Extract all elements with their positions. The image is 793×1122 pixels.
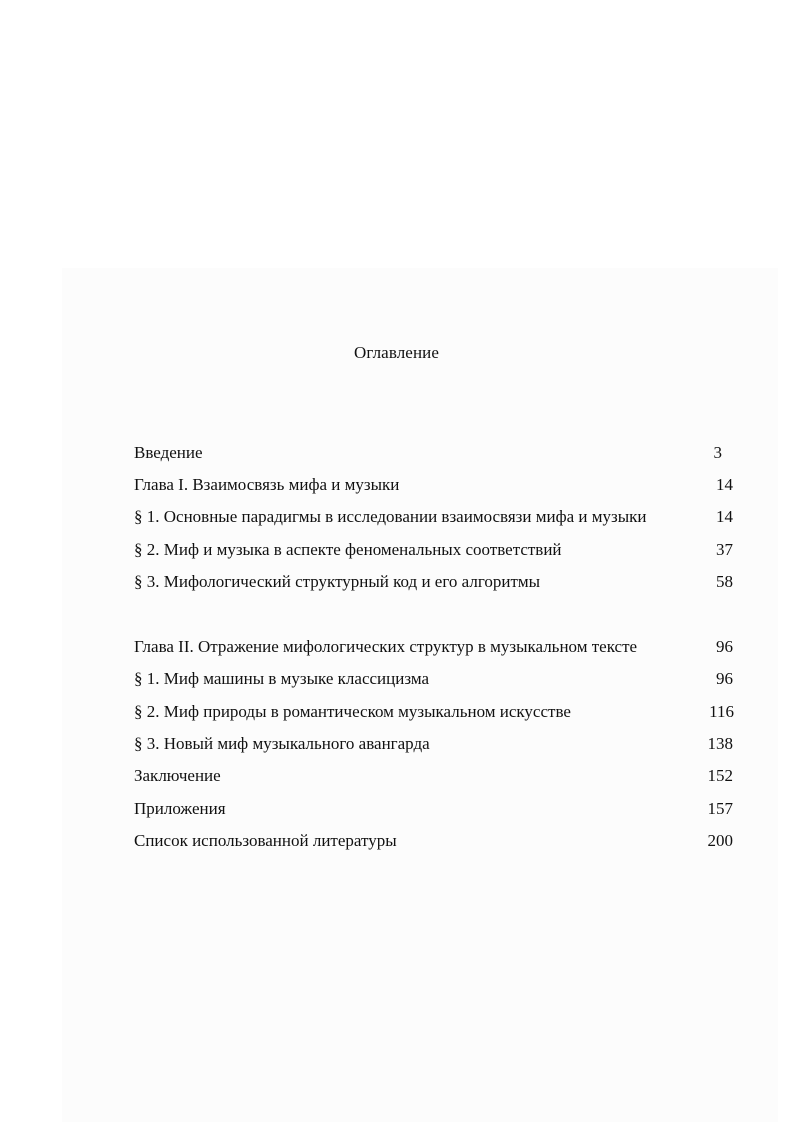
toc-entry-label: § 1. Миф машины в музыке классицизма bbox=[134, 669, 430, 688]
toc-entry-page: 58 bbox=[716, 572, 733, 591]
toc-entry-page: 157 bbox=[707, 799, 733, 818]
toc-entry-page: 96 bbox=[716, 637, 733, 656]
toc-entry-chapter-2[interactable] bbox=[134, 635, 733, 659]
toc-entry-label: § 2. Миф природы в романтическом музыкальном искусстве bbox=[134, 702, 571, 721]
toc-entry-label: Заключение bbox=[134, 766, 221, 785]
toc-entry-label: § 3. Мифологический структурный код и его алгоритмы bbox=[134, 572, 541, 591]
toc-entry-label: § 2. Миф и музыка в аспекте феноменальных соответствий bbox=[134, 540, 562, 559]
toc-entry-label: Глава I. Взаимосвязь мифа и музыки bbox=[134, 475, 400, 494]
toc-entry-chapter-2-section-3[interactable] bbox=[134, 732, 733, 756]
toc-entry-page: 14 bbox=[716, 475, 733, 494]
toc-entry-page: 14 bbox=[716, 507, 733, 526]
toc-entry-page: 37 bbox=[716, 540, 733, 559]
toc-entry-page: 96 bbox=[716, 669, 733, 688]
toc-entry-chapter-1-section-3[interactable] bbox=[134, 570, 733, 594]
toc-entry-label: Приложения bbox=[134, 799, 226, 818]
toc-entry-label: Глава II. Отражение мифологических структур в музыкальном тексте bbox=[134, 637, 638, 656]
scanned-page-area bbox=[62, 268, 778, 1122]
toc-entry-page: 200 bbox=[707, 831, 733, 850]
toc-entry-page: 3 bbox=[713, 443, 722, 462]
toc-entry-chapter-1-section-2[interactable] bbox=[134, 538, 733, 562]
toc-entry-bibliography[interactable] bbox=[134, 829, 733, 853]
toc-entry-chapter-1[interactable] bbox=[134, 473, 733, 497]
page-title: Оглавление bbox=[354, 343, 439, 362]
toc-entry-chapter-2-section-2[interactable] bbox=[134, 700, 733, 724]
toc-entry-conclusion[interactable] bbox=[134, 764, 733, 788]
toc-entry-label: Список использованной литературы bbox=[134, 831, 397, 850]
toc-entry-page: 138 bbox=[707, 734, 733, 753]
toc-entry-appendices[interactable] bbox=[134, 797, 733, 821]
toc-entry-chapter-2-section-1[interactable] bbox=[134, 667, 733, 691]
toc-entry-introduction[interactable] bbox=[134, 441, 733, 465]
toc-entry-chapter-1-section-1[interactable] bbox=[134, 505, 733, 529]
toc-entry-label: Введение bbox=[134, 443, 203, 462]
toc-entry-label: § 1. Основные парадигмы в исследовании взаимосвязи мифа и музыки bbox=[134, 507, 647, 526]
toc-entry-label: § 3. Новый миф музыкального авангарда bbox=[134, 734, 430, 753]
toc-entry-page: 116 bbox=[709, 702, 734, 721]
toc-entry-page: 152 bbox=[707, 766, 733, 785]
